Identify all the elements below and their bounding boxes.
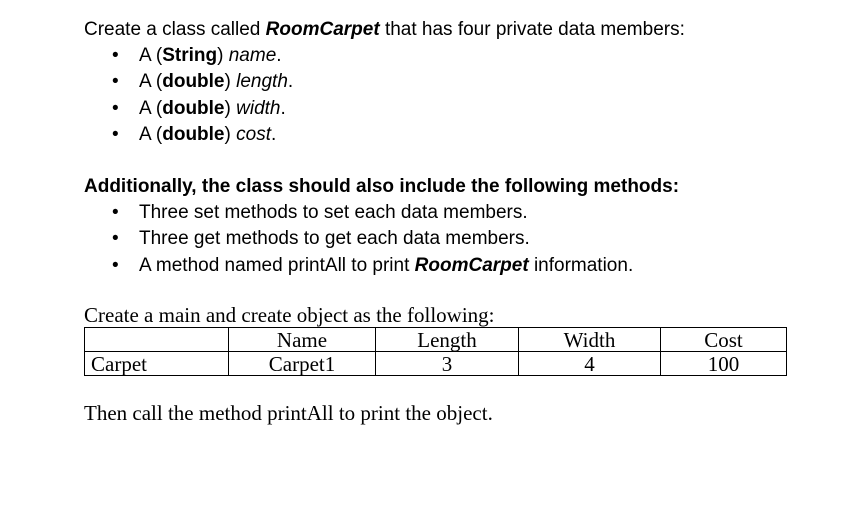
member-lead: A ( bbox=[139, 97, 163, 119]
list-item bbox=[112, 122, 293, 148]
closing-sentence: Then call the method printAll to print the object. bbox=[84, 401, 493, 425]
member-mid: ) bbox=[224, 97, 237, 119]
table-header-cell: Width bbox=[519, 328, 661, 352]
method-tail: information. bbox=[528, 254, 634, 276]
list-item bbox=[112, 226, 633, 252]
table-header-cell: Name bbox=[229, 328, 376, 352]
member-tail: . bbox=[287, 71, 294, 93]
method-class-name: RoomCarpet bbox=[414, 254, 529, 276]
list-item bbox=[112, 43, 293, 69]
list-item bbox=[112, 200, 633, 226]
member-name: length bbox=[236, 71, 288, 93]
list-item bbox=[112, 253, 633, 279]
methods-list bbox=[112, 200, 633, 279]
bullet-icon: • bbox=[112, 202, 119, 223]
table-header-row bbox=[85, 328, 787, 352]
member-name: width bbox=[236, 97, 281, 119]
bullet-icon: • bbox=[112, 228, 119, 250]
member-mid: ) bbox=[224, 123, 237, 145]
table-header-cell: Length bbox=[376, 328, 519, 352]
table-cell: 4 bbox=[519, 352, 661, 376]
intro-suffix: that has four private data members: bbox=[379, 19, 685, 40]
member-name: cost bbox=[236, 123, 271, 145]
bullet-icon: • bbox=[112, 45, 119, 66]
object-table bbox=[84, 327, 787, 376]
member-type: double bbox=[162, 71, 225, 93]
method-text: Three get methods to get each data members. bbox=[139, 228, 530, 250]
member-tail: . bbox=[280, 97, 286, 119]
member-tail: . bbox=[276, 45, 282, 66]
table-cell: Carpet bbox=[85, 352, 229, 376]
table-header-cell bbox=[85, 328, 229, 352]
member-type: double bbox=[162, 123, 225, 145]
bullet-icon: • bbox=[112, 71, 119, 93]
member-lead: A ( bbox=[139, 45, 163, 66]
list-item bbox=[112, 69, 293, 95]
member-name: name bbox=[228, 45, 277, 66]
member-tail: . bbox=[270, 123, 277, 145]
data-members-list bbox=[112, 43, 293, 148]
method-text: A method named printAll to print bbox=[139, 254, 415, 276]
methods-heading: Additionally, the class should also include the following methods: bbox=[84, 176, 680, 197]
bullet-icon: • bbox=[112, 97, 119, 119]
table-cell: 100 bbox=[661, 352, 787, 376]
member-type: double bbox=[162, 97, 225, 119]
list-item bbox=[112, 96, 293, 122]
member-lead: A ( bbox=[139, 71, 163, 93]
intro-class-name: RoomCarpet bbox=[265, 19, 380, 40]
table-header-cell: Cost bbox=[661, 328, 787, 352]
table-cell: Carpet1 bbox=[229, 352, 376, 376]
bullet-icon: • bbox=[112, 123, 119, 145]
table-row bbox=[85, 352, 787, 376]
intro-prefix: Create a class called bbox=[84, 19, 266, 40]
main-heading: Create a main and create object as the following: bbox=[84, 303, 495, 327]
member-lead: A ( bbox=[139, 123, 163, 145]
intro-sentence bbox=[84, 17, 685, 43]
bullet-icon: • bbox=[112, 254, 119, 276]
method-text: Three set methods to set each data members. bbox=[139, 202, 528, 223]
member-type: String bbox=[162, 45, 218, 66]
member-mid: ) bbox=[224, 71, 237, 93]
member-mid: ) bbox=[217, 45, 229, 66]
table-cell: 3 bbox=[376, 352, 519, 376]
